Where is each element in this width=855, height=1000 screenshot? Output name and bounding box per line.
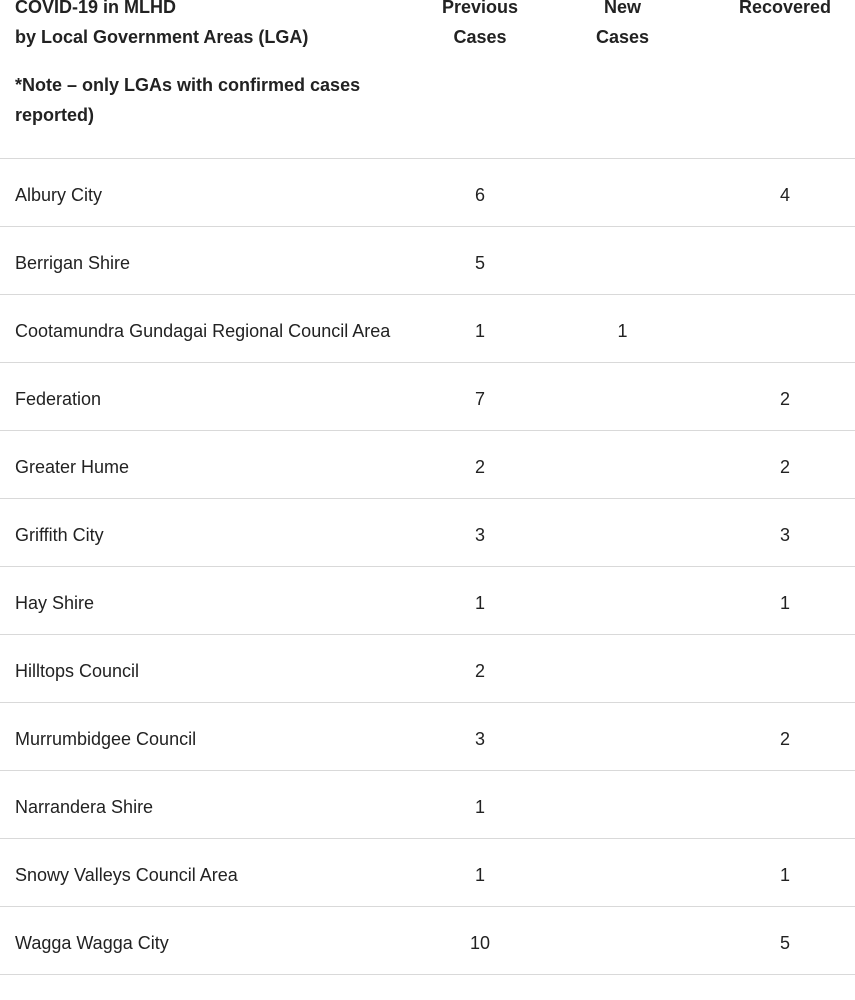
new-cases-cell — [575, 567, 675, 635]
previous-cases-cell: 3 — [410, 703, 575, 771]
new-cases-header-line1: New — [603, 0, 641, 17]
table-row — [0, 159, 855, 227]
previous-cases-cell: 6 — [410, 159, 575, 227]
lga-name-cell: Hilltops Council — [0, 635, 410, 703]
previous-cases-cell: 3 — [410, 499, 575, 567]
new-cases-column-header — [575, 0, 675, 159]
lga-name-cell: Murrumbidgee Council — [0, 703, 410, 771]
new-cases-cell — [575, 431, 675, 499]
previous-cases-column-header — [410, 0, 575, 159]
new-cases-cell — [575, 703, 675, 771]
table-header — [0, 0, 855, 159]
recovered-cell: 4 — [675, 159, 855, 227]
table-row — [0, 227, 855, 295]
lga-column-header — [0, 0, 410, 159]
new-cases-cell — [575, 771, 675, 839]
table-body — [0, 159, 855, 975]
lga-name-cell: Narrandera Shire — [0, 771, 410, 839]
recovered-cell: 5 — [675, 907, 855, 975]
new-cases-cell — [575, 227, 675, 295]
table-note: *Note – only LGAs with confirmed cases reported) — [15, 75, 361, 125]
previous-cases-cell: 2 — [410, 635, 575, 703]
new-cases-cell: 1 — [575, 295, 675, 363]
recovered-cell: 2 — [675, 363, 855, 431]
lga-name-cell: Albury City — [0, 159, 410, 227]
new-cases-cell — [575, 499, 675, 567]
recovered-cell: 1 — [675, 839, 855, 907]
lga-name-cell: Hay Shire — [0, 567, 410, 635]
previous-cases-header-line2: Cases — [453, 27, 507, 47]
header-row — [0, 0, 855, 159]
recovered-cell: 3 — [675, 499, 855, 567]
recovered-column-header — [675, 0, 855, 159]
new-cases-cell — [575, 159, 675, 227]
new-cases-header-line2: Cases — [595, 27, 650, 47]
recovered-cell — [675, 771, 855, 839]
lga-name-cell: Cootamundra Gundagai Regional Council Area — [0, 295, 410, 363]
recovered-cell: 2 — [675, 431, 855, 499]
table-row — [0, 295, 855, 363]
lga-name-cell: Wagga Wagga City — [0, 907, 410, 975]
table-row — [0, 363, 855, 431]
recovered-cell: 1 — [675, 567, 855, 635]
lga-name-cell: Snowy Valleys Council Area — [0, 839, 410, 907]
table-subtitle: by Local Government Areas (LGA) — [15, 27, 309, 47]
recovered-cell — [675, 295, 855, 363]
new-cases-cell — [575, 363, 675, 431]
recovered-cell — [675, 227, 855, 295]
previous-cases-cell: 1 — [410, 839, 575, 907]
table-row — [0, 771, 855, 839]
table-row — [0, 703, 855, 771]
table-row — [0, 635, 855, 703]
recovered-cell: 2 — [675, 703, 855, 771]
new-cases-cell — [575, 907, 675, 975]
table-title: COVID-19 in MLHD — [15, 0, 177, 17]
table-row — [0, 431, 855, 499]
previous-cases-cell: 10 — [410, 907, 575, 975]
new-cases-cell — [575, 839, 675, 907]
previous-cases-cell: 1 — [410, 567, 575, 635]
recovered-cell — [675, 635, 855, 703]
table-row — [0, 499, 855, 567]
lga-name-cell: Greater Hume — [0, 431, 410, 499]
table-row — [0, 907, 855, 975]
previous-cases-cell: 1 — [410, 295, 575, 363]
previous-cases-cell: 5 — [410, 227, 575, 295]
new-cases-cell — [575, 635, 675, 703]
table-row — [0, 567, 855, 635]
lga-name-cell: Federation — [0, 363, 410, 431]
recovered-header: Recovered — [738, 0, 832, 17]
table-row — [0, 839, 855, 907]
lga-name-cell: Griffith City — [0, 499, 410, 567]
previous-cases-cell: 1 — [410, 771, 575, 839]
lga-name-cell: Berrigan Shire — [0, 227, 410, 295]
previous-cases-header-line1: Previous — [441, 0, 519, 17]
previous-cases-cell: 7 — [410, 363, 575, 431]
previous-cases-cell: 2 — [410, 431, 575, 499]
